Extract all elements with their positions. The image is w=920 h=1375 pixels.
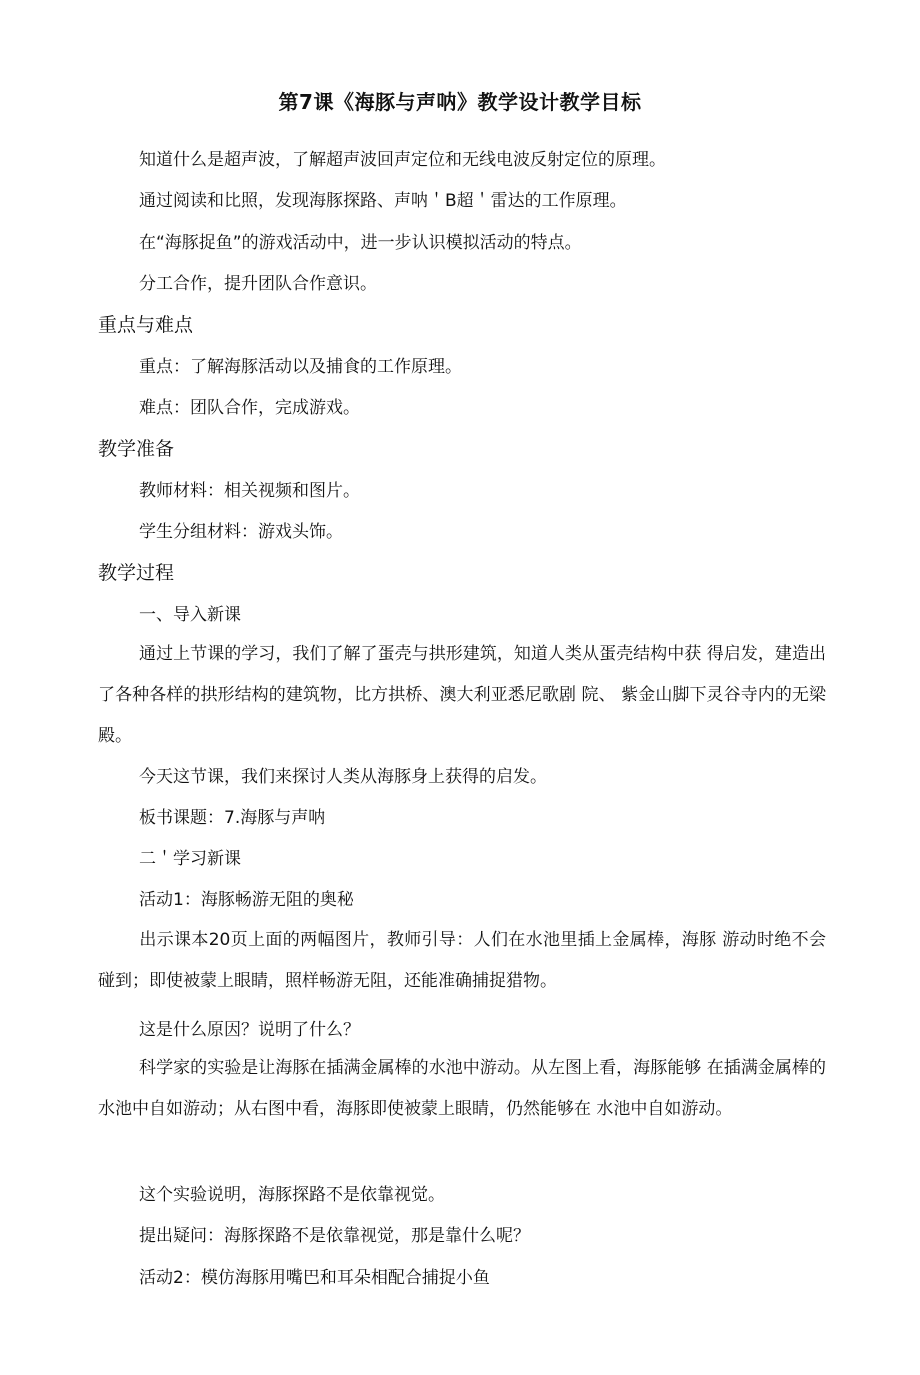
show-paragraph [98, 920, 826, 1002]
why-question: 这是什么原因？说明了什么？ [139, 1020, 360, 1040]
experiment-paragraph [98, 1048, 826, 1130]
goal-4: 分工合作，提升团队合作意识。 [139, 274, 377, 294]
activity-1: 活动1：海豚畅游无阻的奥秘 [139, 890, 354, 910]
section-2-heading: 二＇学习新课 [139, 849, 241, 869]
heading-key-difficult: 重点与难点 [98, 314, 194, 336]
goal-3: 在“海豚捉鱼”的游戏活动中，进一步认识模拟活动的特点。 [139, 233, 582, 253]
show-paragraph-text: 出示课本20页上面的两幅图片，教师引导：人们在水池里插上金属棒，海豚 游动时绝不会碰到；即使被蒙上眼睛，照样畅游无阻，还能准确捕捉猎物。 [98, 930, 826, 991]
experiment-conclusion: 这个实验说明，海豚探路不是依靠视觉。 [139, 1185, 445, 1205]
difficult-point: 难点：团队合作，完成游戏。 [139, 398, 360, 418]
goal-2: 通过阅读和比照，发现海豚探路、声呐＇B超＇雷达的工作原理。 [139, 191, 627, 211]
heading-preparation: 教学准备 [98, 438, 175, 460]
activity-2: 活动2：模仿海豚用嘴巴和耳朵相配合捕捉小鱼 [139, 1268, 490, 1288]
goal-1: 知道什么是超声波，了解超声波回声定位和无线电波反射定位的原理。 [139, 150, 666, 170]
experiment-paragraph-text: 科学家的实验是让海豚在插满金属棒的水池中游动。从左图上看，海豚能够 在插满金属棒的水池中自如游动；从右图中看，海豚即使被蒙上眼睛，仍然能够在 水池中自如游动。 [98, 1058, 826, 1119]
key-point: 重点：了解海豚活动以及捕食的工作原理。 [139, 357, 462, 377]
intro-paragraph-text: 通过上节课的学习，我们了解了蛋壳与拱形建筑，知道人类从蛋壳结构中获 得启发，建造出了各种各样的拱形结构的建筑物，比方拱桥、澳大利亚悉尼歌剧 院、 紫金山脚下灵谷寺内的无梁殿。 [98, 644, 826, 746]
section-1-heading: 一、导入新课 [139, 605, 241, 625]
today-line: 今天这节课，我们来探讨人类从海豚身上获得的启发。 [139, 767, 547, 787]
board-title: 板书课题：7.海豚与声呐 [139, 808, 326, 828]
prep-teacher: 教师材料：相关视频和图片。 [139, 481, 360, 501]
prep-student: 学生分组材料：游戏头饰。 [139, 522, 343, 542]
heading-process: 教学过程 [98, 562, 175, 584]
question-line: 提出疑问：海豚探路不是依靠视觉，那是靠什么呢？ [139, 1226, 530, 1246]
page-title: 第7课《海豚与声呐》教学设计教学目标 [278, 90, 642, 114]
intro-paragraph [98, 634, 826, 757]
